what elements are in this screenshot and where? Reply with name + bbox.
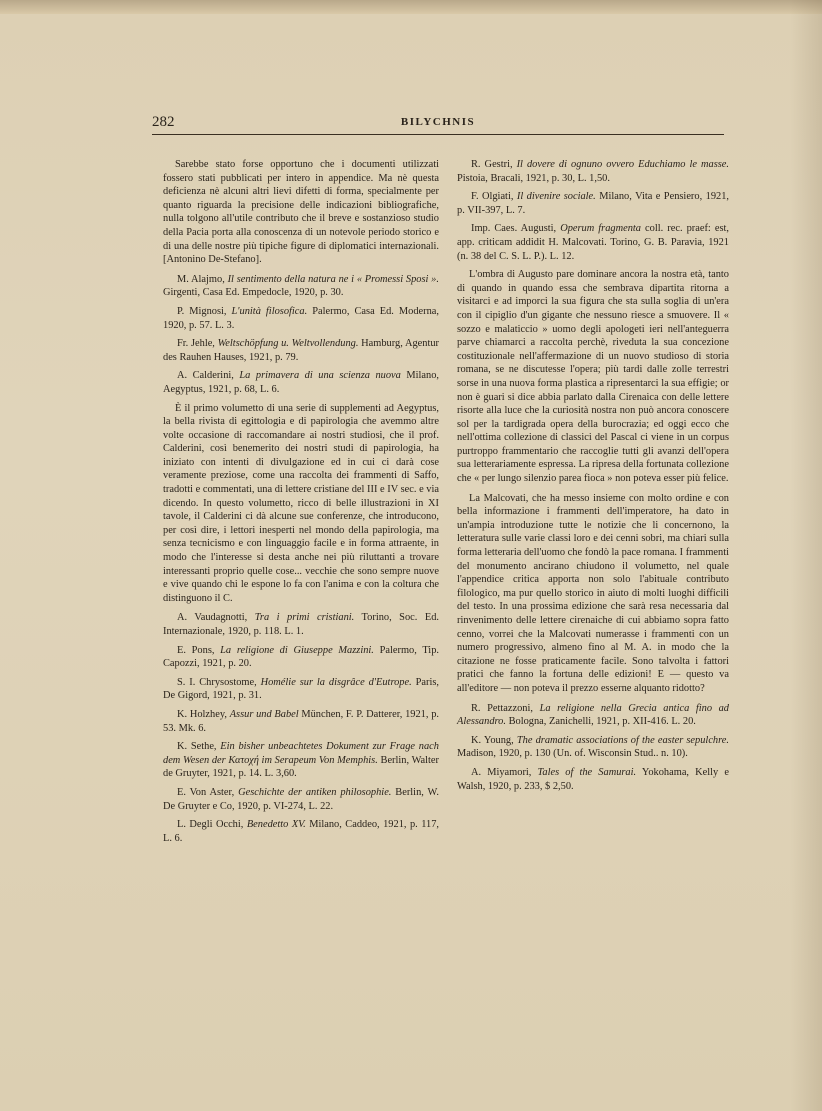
journal-title: BILYCHNIS <box>400 116 476 128</box>
entry-author: Fr. Jehle, <box>177 338 218 350</box>
entry-publication: Pistoia, Bracali, 1921, p. 30, L. 1,50. <box>457 172 610 184</box>
entry-publication: Milano, Aegyptus, 1921, p. 68, L. 6. <box>163 370 439 395</box>
header-rule <box>152 134 724 135</box>
entry-publication: Bologna, Zanichelli, 1921, p. XII-416. L. 20. <box>505 716 696 728</box>
entry-title: La primavera di una scienza nuova <box>239 370 401 382</box>
entry-publication: Hamburg, Agentur des Rauhen Hauses, 1921, p. 79. <box>163 338 439 363</box>
entry-author: F. Olgiati, <box>471 191 517 203</box>
entry-title: Tra i primi cristiani. <box>254 612 355 624</box>
bibliography-entry <box>163 818 439 845</box>
entry-author: P. Mignosi, <box>177 305 232 317</box>
entry-publication: Torino, Soc. Ed. Internazionale, 1920, p. 118. L. 1. <box>163 612 439 637</box>
entry-author: K. Young, <box>471 734 517 746</box>
review-paragraph: È il primo volumetto di una serie di supplementi ad Aegyptus, la bella rivista di egittologia e di papirologia che avemmo altre volte occasione di raccomandare ai nostri studiosi, che il prof. Calderini, così benemerito dei nostri studi di papirologia, ha iniziato con intenti di divulgazione ed in cui ci darà cose veramente preziose, come una raccolta dei frammenti di Saffo, tradotti e commentati, una di lettere cristiane del III e IV sec. e via dicendo. In questo volumetto, ricco di belle illustrazioni in XI tavole, il Calderini ci dà alcune sue conferenze, che introducono, per così dire, i lettori inesperti nel mondo della papirologia, ma senza tecnicismo e con linguaggio facile e in forma attraente, in modo che l'interesse si desta anche nei più riluttanti a trovare interessanti proprio quelle cose... vecchie che sono sempre nuove e vive quando chi le espone lo fa con l'anima e con la coltura che distinguono il C. <box>163 402 439 604</box>
page-right-shadow <box>790 0 822 1111</box>
entry-publication: Berlin, Walter de Gruyter, 1921, p. 14. L. 3,60. <box>163 754 439 780</box>
bibliography-entry <box>457 222 729 263</box>
bibliography-entry <box>457 702 729 729</box>
left-column <box>163 158 439 850</box>
right-column <box>457 158 729 798</box>
entry-author: Imp. Caes. Augusti, <box>471 223 561 235</box>
bibliography-entry <box>163 676 439 703</box>
bibliography-entry <box>163 611 439 638</box>
entry-author: L. Degli Occhi, <box>177 819 247 831</box>
page-top-edge <box>0 0 822 14</box>
bibliography-entry <box>163 708 439 735</box>
entry-publication: Palermo, Casa Ed. Moderna, 1920, p. 57. L. 3. <box>163 305 439 331</box>
entry-title: Benedetto XV. <box>246 819 306 831</box>
bibliography-entry <box>163 786 439 813</box>
entry-publication: München, F. P. Datterer, 1921, p. 53. Mk. 6. <box>163 708 439 734</box>
bibliography-entry <box>163 337 439 364</box>
entry-title: Geschichte der antiken philosophie. <box>238 786 392 798</box>
entry-author: A. Vaudagnotti, <box>177 612 255 624</box>
entry-author: S. I. Chrysostome, <box>177 676 261 688</box>
bibliography-entry <box>457 158 729 185</box>
bibliography-entry <box>163 644 439 671</box>
entry-author: A. Miyamori, <box>471 766 538 778</box>
entry-author: M. Alajmo, <box>177 273 228 285</box>
entry-title: La religione di Giuseppe Mazzini. <box>220 644 374 656</box>
entry-author: E. Pons, <box>177 644 221 656</box>
entry-title: Il divenire sociale. <box>516 191 596 203</box>
entry-title: Homélie sur la disgrâce d'Eutrope. <box>260 676 412 688</box>
entry-publication: coll. rec. praef: est, app. criticam addidit H. Malcovati. Torino, G. B. Paravia, 1921 (n. 38 del C. S. L. P.). L. 12. <box>457 223 729 262</box>
entry-publication: Milano, Caddeo, 1921, p. 117, L. 6. <box>163 819 439 844</box>
entry-title: The dramatic associations of the easter sepulchre. <box>516 734 729 746</box>
entry-publication: Paris, De Gigord, 1921, p. 31. <box>163 676 439 702</box>
entry-author: K. Sethe, <box>177 741 221 753</box>
bibliography-entry <box>457 766 729 793</box>
review-paragraph: La Malcovati, che ha messo insieme con molto ordine e con bella informazione i frammenti dell'imperatore, ha dato in un'ampia introduzione tutte le notizie che li concernono, la letteratura sulle varie classi loro e dei cenni sobri, ma chiari sulla forma letteraria dell'uomo che fondò la pace romana. I frammenti del monumento ancirano chiudono il volumetto, nel quale l'appendice critica apporta non solo l'abituale contributo filologico, ma pur quello storico in aiuto di molti luoghi difficili del testo. In una prossima edizione che sarà resa necessaria dal rinvenimento delle lettere cirenaiche di cui abbiamo sopra fatto cenno, vorrei che la Malcovati numerasse i frammenti con un numero progressivo, almeno fino al M. A. in modo che la citazione ne fosse praticamente facile. Sono talvolta i fattori pratici che fanno la fortuna delle edizioni! E — questo va all'editore — non poteva il prezzo esserne alquanto ridotto? <box>457 492 729 694</box>
entry-publication: Madison, 1920, p. 130 (Un. of. Wisconsin Stud.. n. 10). <box>457 748 688 760</box>
bibliography-entry <box>163 740 439 781</box>
entry-author: K. Holzhey, <box>177 708 230 720</box>
entry-author: A. Calderini, <box>177 370 240 382</box>
entry-author: R. Pettazzoni, <box>471 702 540 714</box>
entry-title: Ein bisher unbeachtetes Dokument zur Frage nach dem Wesen der Κατοχή im Serapeum Von Memphis. <box>163 741 439 766</box>
entry-publication: Girgenti, Casa Ed. Empedocle, 1920, p. 30. <box>163 287 344 299</box>
review-paragraph: Sarebbe stato forse opportuno che i documenti utilizzati fossero stati pubblicati per intero in appendice. Ma nè questa deficienza nè alcuni altri lievi difetti di forma, specialmente per quanto riguarda la precisione delle indicazioni bibliografiche, nulla tolgono all'utile contributo che il breve e sostanzioso studio della Pacia porta alla conoscenza di un notevole periodo storico e di una delle nostre più tipiche figure di diplomatici internazionali. [Antonino De-Stefano]. <box>163 159 439 266</box>
bibliography-entry <box>457 734 729 761</box>
entry-publication: Berlin, W. De Gruyter e Co, 1920, p. VI-274, L. 22. <box>163 786 439 812</box>
entry-author: E. Von Aster, <box>177 786 239 798</box>
entry-publication: Yokohama, Kelly e Walsh, 1920, p. 233, $ 2,50. <box>457 766 729 792</box>
entry-title: Il sentimento della natura ne i « Promessi Sposi ». <box>227 273 439 285</box>
entry-publication: Milano, Vita e Pensiero, 1921, p. VII-397, L. 7. <box>457 191 729 216</box>
review-paragraph: L'ombra di Augusto pare dominare ancora la nostra età, tanto di quando in quando essa che sembrava dipartita ritorna a visitarci e ad imporci la sua figura che sta sulla soglia di un'era con il cipiglio d'un gigante che nessuno riesce a smuovere. Il « sozzo e malaticcio » uomo degli apologeti ieri nell'anteguerra parve chiamarci a raccolta perchè, riveduta la sua concezione costituzionale nell'affermazione di un nuovo studioso di storia romana, se ne discutesse l'opera; più tardi dalle zolle terrestri sorse in una nuova forma plastica a ripresentarci la sua effigie; or non è guari si dice abbia parlato dalla Cirenaica con delle lettere risorte alla luce che la curiosità nostra non può ancora conoscere sol per la tardigrada opera della burocrazia; ed oggi ecco che nell'ottima collezione di classici del Pascal ci viene in un corpus purtroppo frammentario che raccoglie tutti gli avanzi dell'opera sua letterariamente espressa. La ripresa della fortunata collezione che « per lungo silenzio parea fioca » non poteva esser più felice. <box>457 269 729 485</box>
bibliography-entry <box>163 305 439 332</box>
entry-title: Il dovere di ognuno ovvero Educhiamo le masse. <box>516 159 730 170</box>
entry-author: R. Gestri, <box>471 159 517 170</box>
bibliography-entry <box>163 273 439 300</box>
entry-title: La religione nella Grecia antica fino ad Alessandro. <box>457 702 729 728</box>
page-number: 282 <box>152 114 175 130</box>
entry-title: L'unità filosofica. <box>231 305 308 317</box>
entry-title: Assur und Babel <box>229 708 299 720</box>
entry-publication: Palermo, Tip. Capozzi, 1921, p. 20. <box>163 644 439 670</box>
bibliography-entry <box>457 190 729 217</box>
bibliography-entry <box>163 369 439 396</box>
entry-title: Weltschöpfung u. Weltvollendung. <box>217 338 359 350</box>
entry-title: Operum fragmenta <box>560 223 641 235</box>
running-header <box>152 112 724 136</box>
entry-title: Tales of the Samurai. <box>537 766 637 778</box>
